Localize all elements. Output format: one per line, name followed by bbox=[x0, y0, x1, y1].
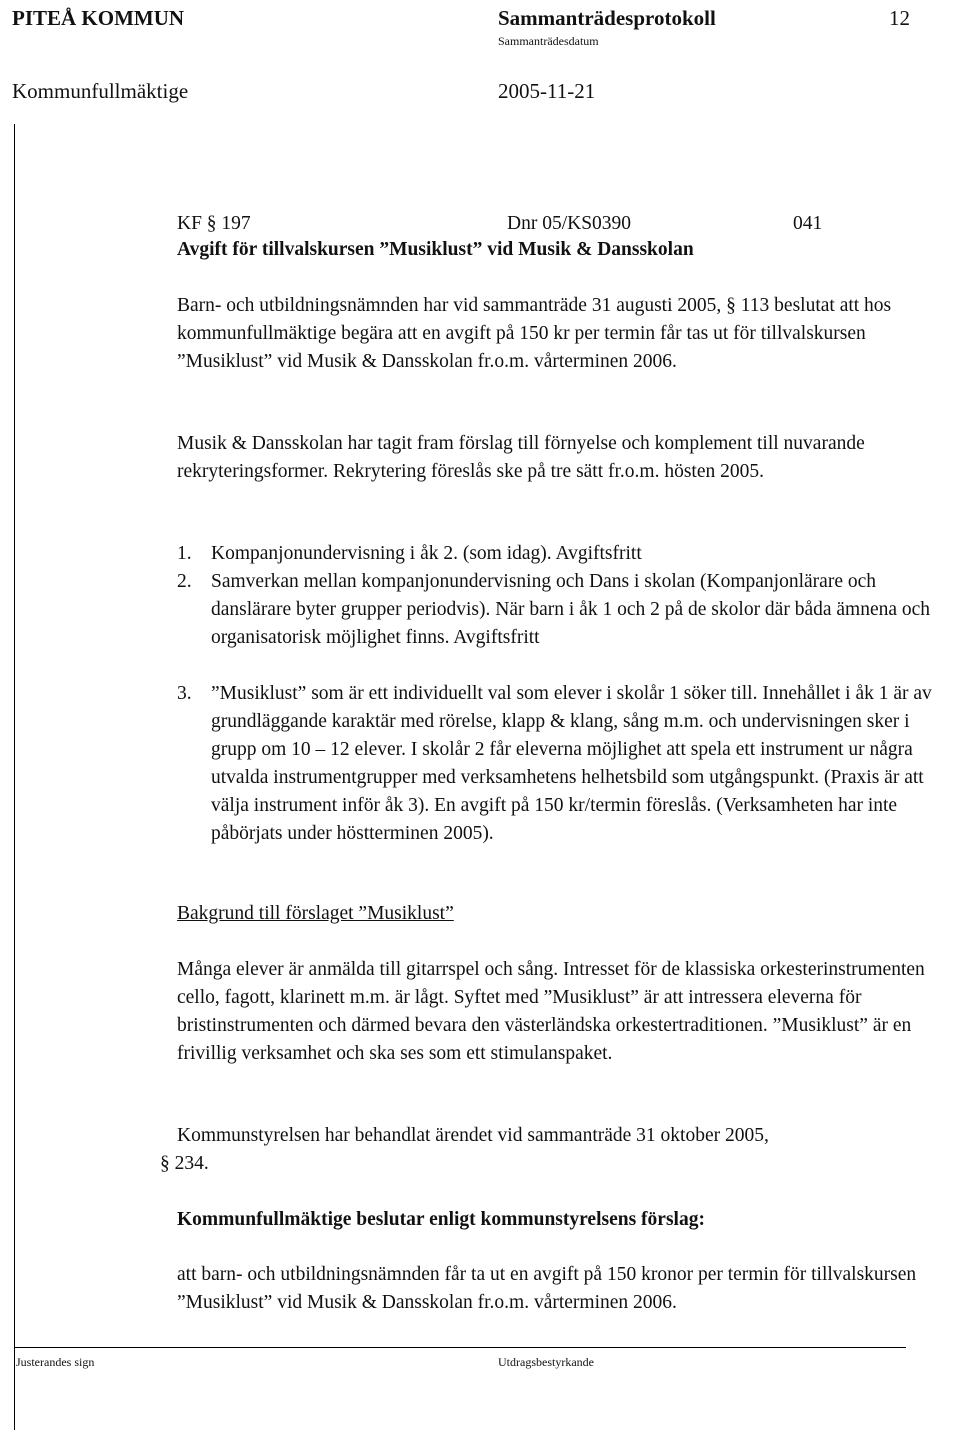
footer-rule bbox=[14, 1347, 906, 1348]
list-number: 2. bbox=[177, 571, 192, 592]
intro-paragraph: Barn- och utbildningsnämnden har vid sammanträde 31 augusti 2005, § 113 beslutat att hos kommunfullmäktige begära att en avgift på 150 kr per termin får tas ut för tillvalskursen ”Musiklust” vid Musik & Dansskolan fr.o.m. vårterminen 2006. bbox=[177, 295, 892, 372]
background-paragraph: Många elever är anmälda till gitarrspel och sång. Intresset för de klassiska orkesterinstrumenten cello, fagott, klarinett m.m. är lågt. Syftet med ”Musiklust” är att intressera eleverna för bristinstrumenten och därmed bevara den västerländska orkestertraditionen. ”Musiklust” är en frivillig verksamhet och ska ses som ett stimulanspaket. bbox=[177, 959, 925, 1064]
footer-justerandes-sign: Justerandes sign bbox=[16, 1355, 95, 1369]
case-title: Avgift för tillvalskursen ”Musiklust” vid Musik & Dansskolan bbox=[177, 239, 694, 260]
list-item bbox=[177, 680, 957, 848]
list-item bbox=[177, 568, 957, 652]
case-dnr: Dnr 05/KS0390 bbox=[507, 213, 632, 234]
decision-paragraph: att barn- och utbildningsnämnden får ta ut en avgift på 150 kronor per termin för tillvalskursen ”Musiklust” vid Musik & Dansskolan fr.o.m. vårterminen 2006. bbox=[177, 1264, 917, 1313]
municipality-name: PITEÅ KOMMUN bbox=[12, 6, 185, 30]
list-item bbox=[177, 540, 957, 568]
margin-line bbox=[14, 124, 15, 1430]
list-text: ”Musiklust” som är ett individuellt val som elever i skolår 1 söker till. Innehållet i åk 1 är av grundläggande karaktär med rörelse, klapp & klang, sång m.m. och undervisningen sker i grupp om 10 – 12 elever. I skolår 2 får eleverna möjlighet att spela ett instrument ur några utvalda instrumentgrupper med verksamhetens helhetsbild som utgångspunkt. (Praxis är att välja instrument inför åk 3). En avgift på 150 kr/termin föreslås. (Verksamheten har inte påbörjats under höstterminen 2005). bbox=[211, 683, 932, 844]
case-paragraph-number: KF § 197 bbox=[177, 213, 251, 234]
document-type: Sammanträdesprotokoll bbox=[498, 6, 716, 30]
ks-line-2: § 234. bbox=[160, 1153, 209, 1174]
background-heading: Bakgrund till förslaget ”Musiklust” bbox=[177, 903, 454, 924]
ks-line-1: Kommunstyrelsen har behandlat ärendet vid sammanträde 31 oktober 2005, bbox=[177, 1125, 769, 1146]
decision-heading: Kommunfullmäktige beslutar enligt kommunstyrelsens förslag: bbox=[177, 1209, 705, 1230]
list-text: Samverkan mellan kompanjonundervisning och Dans i skolan (Kompanjonlärare och danslärare byter grupper periodvis). När barn i åk 1 och 2 på de skolor där båda ämnena och organisatorisk möjlighet finns. Avgiftsfritt bbox=[211, 571, 931, 648]
list-number: 1. bbox=[177, 543, 192, 564]
page-number: 12 bbox=[889, 6, 910, 30]
meeting-body: Kommunfullmäktige bbox=[12, 79, 189, 103]
date-label: Sammanträdesdatum bbox=[498, 34, 599, 48]
list-text: Kompanjonundervisning i åk 2. (som idag). Avgiftsfritt bbox=[211, 543, 642, 564]
case-code: 041 bbox=[793, 213, 823, 234]
proposal-paragraph: Musik & Dansskolan har tagit fram förslag till förnyelse och komplement till nuvarande rekryteringsformer. Rekrytering föreslås ske på tre sätt fr.o.m. hösten 2005. bbox=[177, 433, 865, 482]
meeting-date: 2005-11-21 bbox=[498, 79, 596, 103]
list-number: 3. bbox=[177, 683, 192, 704]
footer-utdragsbestyrkande: Utdragsbestyrkande bbox=[498, 1355, 594, 1369]
